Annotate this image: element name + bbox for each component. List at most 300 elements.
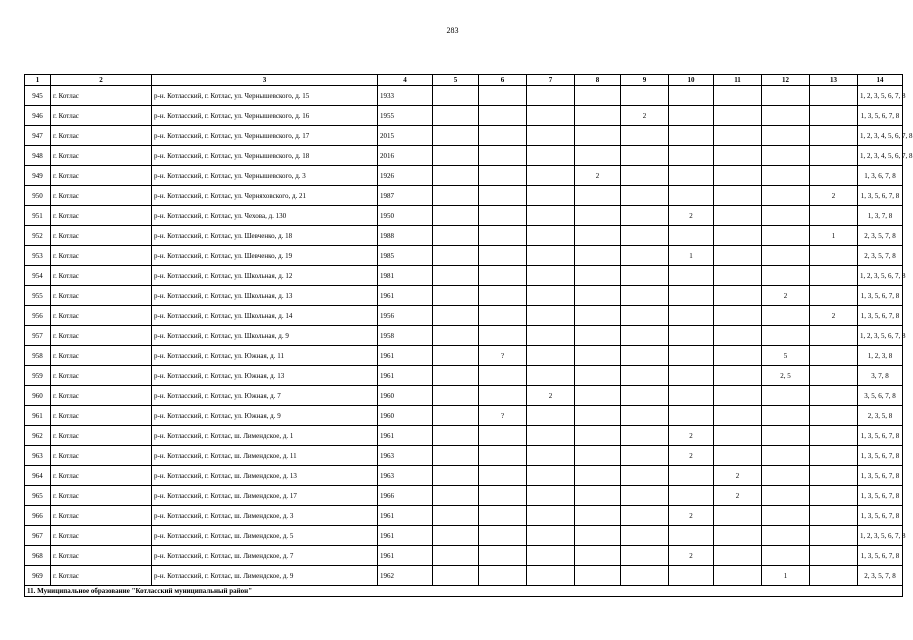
col-5-cell xyxy=(433,526,479,546)
col-9-cell xyxy=(621,306,669,326)
col-11-cell: 2 xyxy=(714,486,762,506)
col-11-cell xyxy=(714,506,762,526)
col-6-cell xyxy=(479,486,527,506)
year-cell: 1960 xyxy=(378,406,433,426)
settlement-cell: г. Котлас xyxy=(51,526,152,546)
settlement-cell: г. Котлас xyxy=(51,126,152,146)
address-cell: р-н. Котласский, г. Котлас, ш. Лимендское, д. 7 xyxy=(152,546,378,566)
col-5-cell xyxy=(433,426,479,446)
col-5-cell xyxy=(433,386,479,406)
column-header-5: 5 xyxy=(433,75,479,86)
col-10-cell xyxy=(669,486,714,506)
col-6-cell: ? xyxy=(479,346,527,366)
col-5-cell xyxy=(433,266,479,286)
col-7-cell xyxy=(527,506,575,526)
col-11-cell xyxy=(714,346,762,366)
address-cell: р-н. Котласский, г. Котлас, ул. Шевченко, д. 19 xyxy=(152,246,378,266)
row-number-cell: 950 xyxy=(25,186,51,206)
col-12-cell: 1 xyxy=(762,566,810,586)
col-5-cell xyxy=(433,126,479,146)
col-8-cell xyxy=(575,266,621,286)
col-5-cell xyxy=(433,566,479,586)
col-11-cell xyxy=(714,446,762,466)
col-13-cell xyxy=(810,566,858,586)
address-cell: р-н. Котласский, г. Котлас, ул. Чернышевского, д. 18 xyxy=(152,146,378,166)
col-7-cell xyxy=(527,226,575,246)
col-13-cell xyxy=(810,386,858,406)
settlement-cell: г. Котлас xyxy=(51,566,152,586)
col-5-cell xyxy=(433,246,479,266)
col-12-cell xyxy=(762,406,810,426)
row-number-cell: 949 xyxy=(25,166,51,186)
col-10-cell xyxy=(669,526,714,546)
year-cell: 1926 xyxy=(378,166,433,186)
table-row xyxy=(25,486,903,506)
settlement-cell: г. Котлас xyxy=(51,166,152,186)
address-cell: р-н. Котласский, г. Котлас, ул. Чернышевского, д. 17 xyxy=(152,126,378,146)
col-5-cell xyxy=(433,406,479,426)
col-6-cell xyxy=(479,326,527,346)
codes-cell: 2, 3, 5, 7, 8 xyxy=(858,226,903,246)
col-6-cell xyxy=(479,466,527,486)
col-6-cell xyxy=(479,166,527,186)
col-11-cell xyxy=(714,146,762,166)
codes-cell: 1, 2, 3, 5, 6, 7, 8 xyxy=(858,86,903,106)
table-row xyxy=(25,346,903,366)
col-13-cell xyxy=(810,366,858,386)
col-11-cell xyxy=(714,406,762,426)
col-10-cell xyxy=(669,386,714,406)
col-7-cell xyxy=(527,346,575,366)
col-8-cell xyxy=(575,346,621,366)
address-cell: р-н. Котласский, г. Котлас, ул. Южная, д. 9 xyxy=(152,406,378,426)
col-12-cell xyxy=(762,546,810,566)
col-5-cell xyxy=(433,366,479,386)
col-5-cell xyxy=(433,466,479,486)
col-7-cell xyxy=(527,546,575,566)
address-cell: р-н. Котласский, г. Котлас, ш. Лимендское, д. 17 xyxy=(152,486,378,506)
address-cell: р-н. Котласский, г. Котлас, ул. Чехова, д. 130 xyxy=(152,206,378,226)
table-row xyxy=(25,566,903,586)
col-7-cell xyxy=(527,426,575,446)
table-row xyxy=(25,386,903,406)
codes-cell: 1, 3, 5, 6, 7, 8 xyxy=(858,486,903,506)
row-number-cell: 952 xyxy=(25,226,51,246)
col-13-cell xyxy=(810,446,858,466)
year-cell: 1958 xyxy=(378,326,433,346)
row-number-cell: 962 xyxy=(25,426,51,446)
col-7-cell xyxy=(527,326,575,346)
col-12-cell: 5 xyxy=(762,346,810,366)
address-cell: р-н. Котласский, г. Котлас, ш. Лимендское, д. 13 xyxy=(152,466,378,486)
col-11-cell xyxy=(714,286,762,306)
col-6-cell xyxy=(479,266,527,286)
col-12-cell xyxy=(762,186,810,206)
row-number-cell: 968 xyxy=(25,546,51,566)
row-number-cell: 946 xyxy=(25,106,51,126)
col-13-cell xyxy=(810,506,858,526)
col-11-cell xyxy=(714,326,762,346)
year-cell: 1987 xyxy=(378,186,433,206)
codes-cell: 1, 3, 5, 6, 7, 8 xyxy=(858,426,903,446)
col-10-cell: 1 xyxy=(669,246,714,266)
col-6-cell xyxy=(479,186,527,206)
column-header-14: 14 xyxy=(858,75,903,86)
col-5-cell xyxy=(433,106,479,126)
col-8-cell xyxy=(575,546,621,566)
row-number-cell: 966 xyxy=(25,506,51,526)
col-8-cell xyxy=(575,86,621,106)
col-6-cell xyxy=(479,126,527,146)
col-9-cell xyxy=(621,126,669,146)
col-6-cell xyxy=(479,206,527,226)
address-cell: р-н. Котласский, г. Котлас, ул. Чернышевского, д. 16 xyxy=(152,106,378,126)
col-11-cell xyxy=(714,106,762,126)
col-6-cell xyxy=(479,146,527,166)
table-row xyxy=(25,546,903,566)
address-cell: р-н. Котласский, г. Котлас, ул. Шевченко, д. 18 xyxy=(152,226,378,246)
table-row xyxy=(25,146,903,166)
col-10-cell: 2 xyxy=(669,546,714,566)
col-13-cell xyxy=(810,546,858,566)
col-10-cell xyxy=(669,186,714,206)
col-13-cell: 1 xyxy=(810,226,858,246)
settlement-cell: г. Котлас xyxy=(51,386,152,406)
codes-cell: 2, 3, 5, 7, 8 xyxy=(858,566,903,586)
col-13-cell xyxy=(810,466,858,486)
col-9-cell xyxy=(621,426,669,446)
settlement-cell: г. Котлас xyxy=(51,546,152,566)
settlement-cell: г. Котлас xyxy=(51,306,152,326)
col-5-cell xyxy=(433,166,479,186)
address-cell: р-н. Котласский, г. Котлас, ш. Лимендское, д. 3 xyxy=(152,506,378,526)
col-11-cell: 2 xyxy=(714,466,762,486)
year-cell: 2016 xyxy=(378,146,433,166)
page-number: 283 xyxy=(446,26,459,35)
header-row xyxy=(25,75,903,86)
col-10-cell: 2 xyxy=(669,446,714,466)
col-10-cell xyxy=(669,366,714,386)
codes-cell: 1, 3, 5, 6, 7, 8 xyxy=(858,306,903,326)
settlement-cell: г. Котлас xyxy=(51,226,152,246)
table-row xyxy=(25,226,903,246)
year-cell: 1981 xyxy=(378,266,433,286)
col-12-cell xyxy=(762,506,810,526)
year-cell: 1962 xyxy=(378,566,433,586)
settlement-cell: г. Котлас xyxy=(51,286,152,306)
col-10-cell xyxy=(669,466,714,486)
col-9-cell xyxy=(621,526,669,546)
col-11-cell xyxy=(714,426,762,446)
col-5-cell xyxy=(433,146,479,166)
col-8-cell xyxy=(575,506,621,526)
row-number-cell: 947 xyxy=(25,126,51,146)
col-10-cell xyxy=(669,86,714,106)
col-5-cell xyxy=(433,546,479,566)
table-row xyxy=(25,286,903,306)
col-9-cell xyxy=(621,166,669,186)
col-8-cell xyxy=(575,286,621,306)
col-7-cell xyxy=(527,86,575,106)
col-13-cell xyxy=(810,246,858,266)
col-9-cell xyxy=(621,366,669,386)
year-cell: 1933 xyxy=(378,86,433,106)
row-number-cell: 956 xyxy=(25,306,51,326)
col-6-cell xyxy=(479,246,527,266)
col-5-cell xyxy=(433,186,479,206)
col-9-cell xyxy=(621,326,669,346)
col-12-cell: 2 xyxy=(762,286,810,306)
col-11-cell xyxy=(714,566,762,586)
col-8-cell xyxy=(575,186,621,206)
codes-cell: 1, 3, 5, 6, 7, 8 xyxy=(858,506,903,526)
address-cell: р-н. Котласский, г. Котлас, ул. Школьная, д. 14 xyxy=(152,306,378,326)
table-row xyxy=(25,306,903,326)
col-10-cell xyxy=(669,146,714,166)
col-9-cell xyxy=(621,226,669,246)
codes-cell: 1, 3, 7, 8 xyxy=(858,206,903,226)
row-number-cell: 965 xyxy=(25,486,51,506)
col-8-cell xyxy=(575,106,621,126)
col-12-cell xyxy=(762,466,810,486)
year-cell: 2015 xyxy=(378,126,433,146)
col-13-cell xyxy=(810,526,858,546)
year-cell: 1961 xyxy=(378,526,433,546)
col-11-cell xyxy=(714,306,762,326)
year-cell: 1961 xyxy=(378,366,433,386)
column-header-2: 2 xyxy=(51,75,152,86)
col-11-cell xyxy=(714,366,762,386)
col-8-cell xyxy=(575,466,621,486)
year-cell: 1955 xyxy=(378,106,433,126)
address-cell: р-н. Котласский, г. Котлас, ул. Южная, д. 13 xyxy=(152,366,378,386)
table-row xyxy=(25,406,903,426)
codes-cell: 1, 2, 3, 8 xyxy=(858,346,903,366)
col-10-cell: 2 xyxy=(669,206,714,226)
codes-cell: 2, 3, 5, 7, 8 xyxy=(858,246,903,266)
codes-cell: 1, 2, 3, 5, 6, 7, 8 xyxy=(858,266,903,286)
col-10-cell xyxy=(669,266,714,286)
col-9-cell xyxy=(621,486,669,506)
col-11-cell xyxy=(714,186,762,206)
col-7-cell xyxy=(527,306,575,326)
col-7-cell xyxy=(527,146,575,166)
codes-cell: 1, 2, 3, 5, 6, 7, 8 xyxy=(858,526,903,546)
address-cell: р-н. Котласский, г. Котлас, ул. Черняховского, д. 21 xyxy=(152,186,378,206)
settlement-cell: г. Котлас xyxy=(51,426,152,446)
settlement-cell: г. Котлас xyxy=(51,346,152,366)
col-9-cell xyxy=(621,206,669,226)
col-9-cell xyxy=(621,506,669,526)
col-8-cell xyxy=(575,486,621,506)
col-6-cell xyxy=(479,386,527,406)
codes-cell: 1, 2, 3, 4, 5, 6, 7, 8 xyxy=(858,146,903,166)
codes-cell: 1, 3, 5, 6, 7, 8 xyxy=(858,106,903,126)
col-6-cell xyxy=(479,106,527,126)
col-6-cell xyxy=(479,506,527,526)
year-cell: 1963 xyxy=(378,466,433,486)
settlement-cell: г. Котлас xyxy=(51,206,152,226)
col-10-cell xyxy=(669,286,714,306)
settlement-cell: г. Котлас xyxy=(51,366,152,386)
row-number-cell: 963 xyxy=(25,446,51,466)
col-9-cell xyxy=(621,186,669,206)
col-7-cell xyxy=(527,466,575,486)
col-13-cell: 2 xyxy=(810,306,858,326)
codes-cell: 3, 5, 6, 7, 8 xyxy=(858,386,903,406)
section-row xyxy=(25,586,903,597)
col-10-cell xyxy=(669,126,714,146)
settlement-cell: г. Котлас xyxy=(51,246,152,266)
col-10-cell xyxy=(669,326,714,346)
settlement-cell: г. Котлас xyxy=(51,466,152,486)
table-row xyxy=(25,526,903,546)
col-12-cell xyxy=(762,246,810,266)
col-13-cell xyxy=(810,266,858,286)
col-13-cell xyxy=(810,166,858,186)
col-12-cell xyxy=(762,326,810,346)
col-7-cell xyxy=(527,406,575,426)
row-number-cell: 969 xyxy=(25,566,51,586)
col-7-cell xyxy=(527,246,575,266)
col-7-cell xyxy=(527,126,575,146)
col-12-cell xyxy=(762,306,810,326)
year-cell: 1956 xyxy=(378,306,433,326)
year-cell: 1963 xyxy=(378,446,433,466)
col-8-cell xyxy=(575,526,621,546)
col-9-cell xyxy=(621,546,669,566)
col-8-cell xyxy=(575,326,621,346)
settlement-cell: г. Котлас xyxy=(51,86,152,106)
table-row xyxy=(25,106,903,126)
col-11-cell xyxy=(714,386,762,406)
col-12-cell xyxy=(762,226,810,246)
address-cell: р-н. Котласский, г. Котлас, ш. Лимендское, д. 9 xyxy=(152,566,378,586)
year-cell: 1966 xyxy=(378,486,433,506)
col-9-cell xyxy=(621,406,669,426)
address-cell: р-н. Котласский, г. Котлас, ул. Школьная, д. 12 xyxy=(152,266,378,286)
col-9-cell xyxy=(621,446,669,466)
address-cell: р-н. Котласский, г. Котлас, ул. Южная, д. 11 xyxy=(152,346,378,366)
col-6-cell: ? xyxy=(479,406,527,426)
col-12-cell xyxy=(762,106,810,126)
col-7-cell xyxy=(527,446,575,466)
col-7-cell xyxy=(527,106,575,126)
col-5-cell xyxy=(433,206,479,226)
col-6-cell xyxy=(479,426,527,446)
table-row xyxy=(25,126,903,146)
col-8-cell: 2 xyxy=(575,166,621,186)
col-9-cell xyxy=(621,466,669,486)
table-row xyxy=(25,466,903,486)
col-13-cell xyxy=(810,286,858,306)
col-9-cell xyxy=(621,266,669,286)
col-13-cell xyxy=(810,326,858,346)
codes-cell: 1, 3, 5, 6, 7, 8 xyxy=(858,466,903,486)
col-12-cell xyxy=(762,446,810,466)
col-7-cell xyxy=(527,206,575,226)
row-number-cell: 964 xyxy=(25,466,51,486)
address-cell: р-н. Котласский, г. Котлас, ш. Лимендское, д. 11 xyxy=(152,446,378,466)
table-row xyxy=(25,246,903,266)
col-6-cell xyxy=(479,286,527,306)
address-cell: р-н. Котласский, г. Котлас, ш. Лимендское, д. 1 xyxy=(152,426,378,446)
col-10-cell xyxy=(669,346,714,366)
col-13-cell xyxy=(810,126,858,146)
col-13-cell: 2 xyxy=(810,186,858,206)
col-7-cell xyxy=(527,366,575,386)
year-cell: 1961 xyxy=(378,346,433,366)
col-6-cell xyxy=(479,306,527,326)
table-row xyxy=(25,326,903,346)
column-header-11: 11 xyxy=(714,75,762,86)
address-cell: р-н. Котласский, г. Котлас, ул. Южная, д. 7 xyxy=(152,386,378,406)
col-8-cell xyxy=(575,246,621,266)
settlement-cell: г. Котлас xyxy=(51,106,152,126)
column-header-6: 6 xyxy=(479,75,527,86)
col-6-cell xyxy=(479,86,527,106)
row-number-cell: 960 xyxy=(25,386,51,406)
column-header-3: 3 xyxy=(152,75,378,86)
col-13-cell xyxy=(810,206,858,226)
row-number-cell: 957 xyxy=(25,326,51,346)
settlement-cell: г. Котлас xyxy=(51,146,152,166)
col-6-cell xyxy=(479,526,527,546)
section-title: 11. Муниципальное образование "Котласский муниципальный район" xyxy=(25,586,903,597)
column-header-8: 8 xyxy=(575,75,621,86)
col-13-cell xyxy=(810,406,858,426)
col-12-cell xyxy=(762,426,810,446)
col-12-cell xyxy=(762,266,810,286)
col-5-cell xyxy=(433,346,479,366)
col-12-cell xyxy=(762,526,810,546)
col-11-cell xyxy=(714,526,762,546)
table-row xyxy=(25,446,903,466)
settlement-cell: г. Котлас xyxy=(51,406,152,426)
col-11-cell xyxy=(714,226,762,246)
address-cell: р-н. Котласский, г. Котлас, ул. Чернышевского, д. 3 xyxy=(152,166,378,186)
settlement-cell: г. Котлас xyxy=(51,486,152,506)
col-7-cell xyxy=(527,566,575,586)
row-number-cell: 945 xyxy=(25,86,51,106)
col-7-cell xyxy=(527,286,575,306)
table-row xyxy=(25,366,903,386)
row-number-cell: 959 xyxy=(25,366,51,386)
col-12-cell: 2, 5 xyxy=(762,366,810,386)
column-header-7: 7 xyxy=(527,75,575,86)
col-8-cell xyxy=(575,426,621,446)
col-5-cell xyxy=(433,226,479,246)
col-13-cell xyxy=(810,86,858,106)
col-10-cell: 2 xyxy=(669,506,714,526)
col-7-cell: 2 xyxy=(527,386,575,406)
codes-cell: 1, 3, 5, 6, 7, 8 xyxy=(858,446,903,466)
settlement-cell: г. Котлас xyxy=(51,186,152,206)
col-9-cell xyxy=(621,386,669,406)
column-header-10: 10 xyxy=(669,75,714,86)
col-5-cell xyxy=(433,286,479,306)
col-12-cell xyxy=(762,206,810,226)
col-8-cell xyxy=(575,306,621,326)
col-10-cell xyxy=(669,166,714,186)
col-5-cell xyxy=(433,446,479,466)
col-6-cell xyxy=(479,366,527,386)
col-5-cell xyxy=(433,506,479,526)
col-11-cell xyxy=(714,546,762,566)
col-6-cell xyxy=(479,226,527,246)
table-row xyxy=(25,506,903,526)
col-8-cell xyxy=(575,386,621,406)
